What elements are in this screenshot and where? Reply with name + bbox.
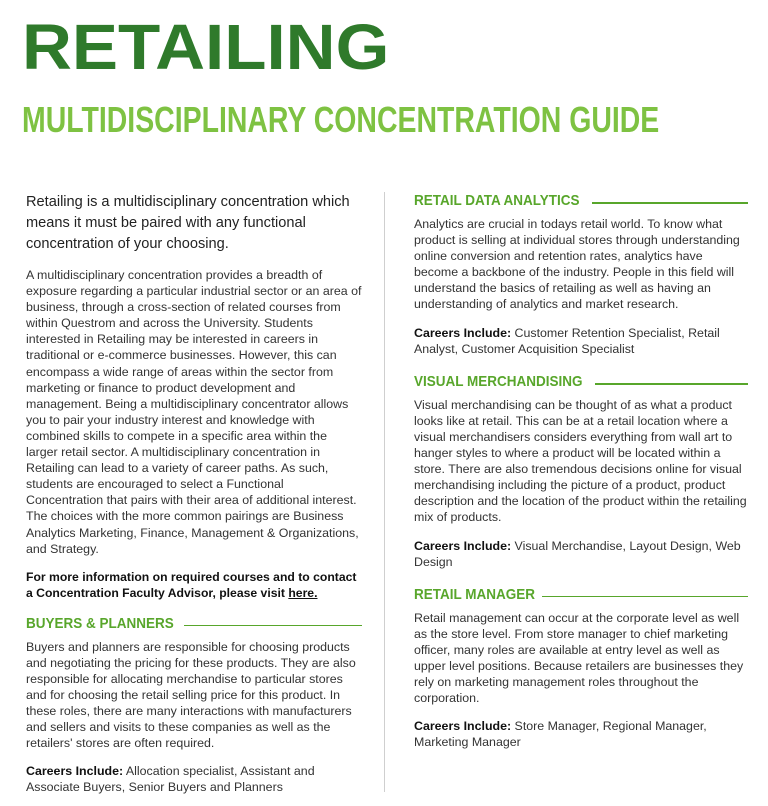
careers-line [414, 718, 748, 750]
section-retail-data-analytics [414, 192, 748, 357]
careers-label: Careers Include: [26, 764, 124, 779]
more-info-text [26, 569, 362, 601]
intro-paragraph: Retailing is a multidisciplinary concentration which means it must be paired with any functional concentration of your choosing. [26, 194, 350, 252]
careers-line [414, 538, 748, 570]
section-heading [414, 192, 748, 210]
section-heading-label: BUYERS & PLANNERS [26, 614, 174, 632]
heading-rule [595, 383, 748, 385]
section-body: Buyers and planners are responsible for choosing products and negotiating the pricing for these products. They are also responsible for allocating merchandise to particular stores and for choosing the retail selling price for this product. In these roles, there are many interactions with manufacturers and sellers and visits to these companies as well as the retailers' stores are often required. [26, 639, 356, 751]
heading-rule [184, 625, 362, 627]
section-heading-label: RETAIL DATA ANALYTICS [414, 192, 580, 209]
careers-line [414, 325, 748, 357]
section-heading [26, 615, 362, 633]
more-info-label: For more information on required courses and to contact a Concentration Faculty Advisor, please visit [26, 569, 357, 600]
section-visual-merchandising [414, 373, 748, 570]
section-heading-label: VISUAL MERCHANDISING [414, 372, 583, 390]
careers-label: Careers Include: [414, 719, 512, 734]
careers-list: Allocation specialist, Assistant and Associate Buyers, Senior Buyers and Planners [26, 764, 315, 795]
careers-list: Store Manager, Regional Manager, Marketing Manager [414, 719, 707, 750]
column-divider [384, 192, 385, 792]
careers-list: Visual Merchandise, Layout Design, Web Design [414, 538, 741, 569]
section-heading-label: RETAIL MANAGER [414, 585, 536, 603]
careers-line [26, 763, 362, 795]
right-column [414, 192, 748, 750]
careers-list: Customer Retention Specialist, Retail Analyst, Customer Acquisition Specialist [414, 325, 720, 356]
left-column [26, 192, 362, 796]
section-retail-manager [414, 586, 748, 751]
section-buyers-planners [26, 615, 362, 796]
more-info-link[interactable]: here. [288, 585, 318, 600]
section-body: Retail management can occur at the corporate level as well as the store level. From store manager to chief marketing officer, many roles are available at entry level as well as upper level positions. Because retailers are businesses they rely on marketing management roles throughout the corporation. [414, 610, 744, 706]
heading-rule [542, 596, 748, 598]
page-subtitle: MULTIDISCIPLINARY CONCENTRATION GUIDE [22, 99, 660, 140]
concentration-description: A multidisciplinary concentration provides a breadth of exposure regarding a particular industrial sector or an area of business, through a cross-section of related courses from within Questrom and across the University. Students interested in Retailing may be interested in careers in traditional or e-commerce businesses. However, this can encompass a wide range of areas within the sector from marketing or finance to product development and management. Being a multidisciplinary concentrator allows you to pair your industry interest and knowledge with combined skills to compete in a specific area within the larger retail sector. A multidisciplinary concentration in Retailing can lead to a variety of career paths. As such, students are encouraged to select a Functional Concentration that pairs with their area of additional interest. The choices with the more common pairings are Business Analytics Marketing, Finance, Management & Organizations, and Strategy. [26, 268, 362, 556]
page-title: RETAILING [22, 11, 390, 83]
careers-label: Careers Include: [414, 325, 512, 340]
heading-rule [592, 202, 748, 204]
section-body: Analytics are crucial in todays retail world. To know what product is selling at individual stores through understanding online conversion and retention rates, analytics have become a backbone of the industry. People in this field will understand the basics of retailing as well as having an understanding of analytics and market research. [414, 217, 740, 312]
section-body: Visual merchandising can be thought of as what a product looks like at retail. This can be at a retail location where a visual merchandisers considers everything from wall art to hanger styles to where a product will be located within a store. There are also tremendous decisions online for visual merchandising including the picture of a product, product description and the location of the product within the retailing mix of products. [414, 397, 747, 525]
section-heading [414, 586, 748, 604]
section-heading [414, 373, 748, 391]
careers-label: Careers Include: [414, 538, 512, 553]
